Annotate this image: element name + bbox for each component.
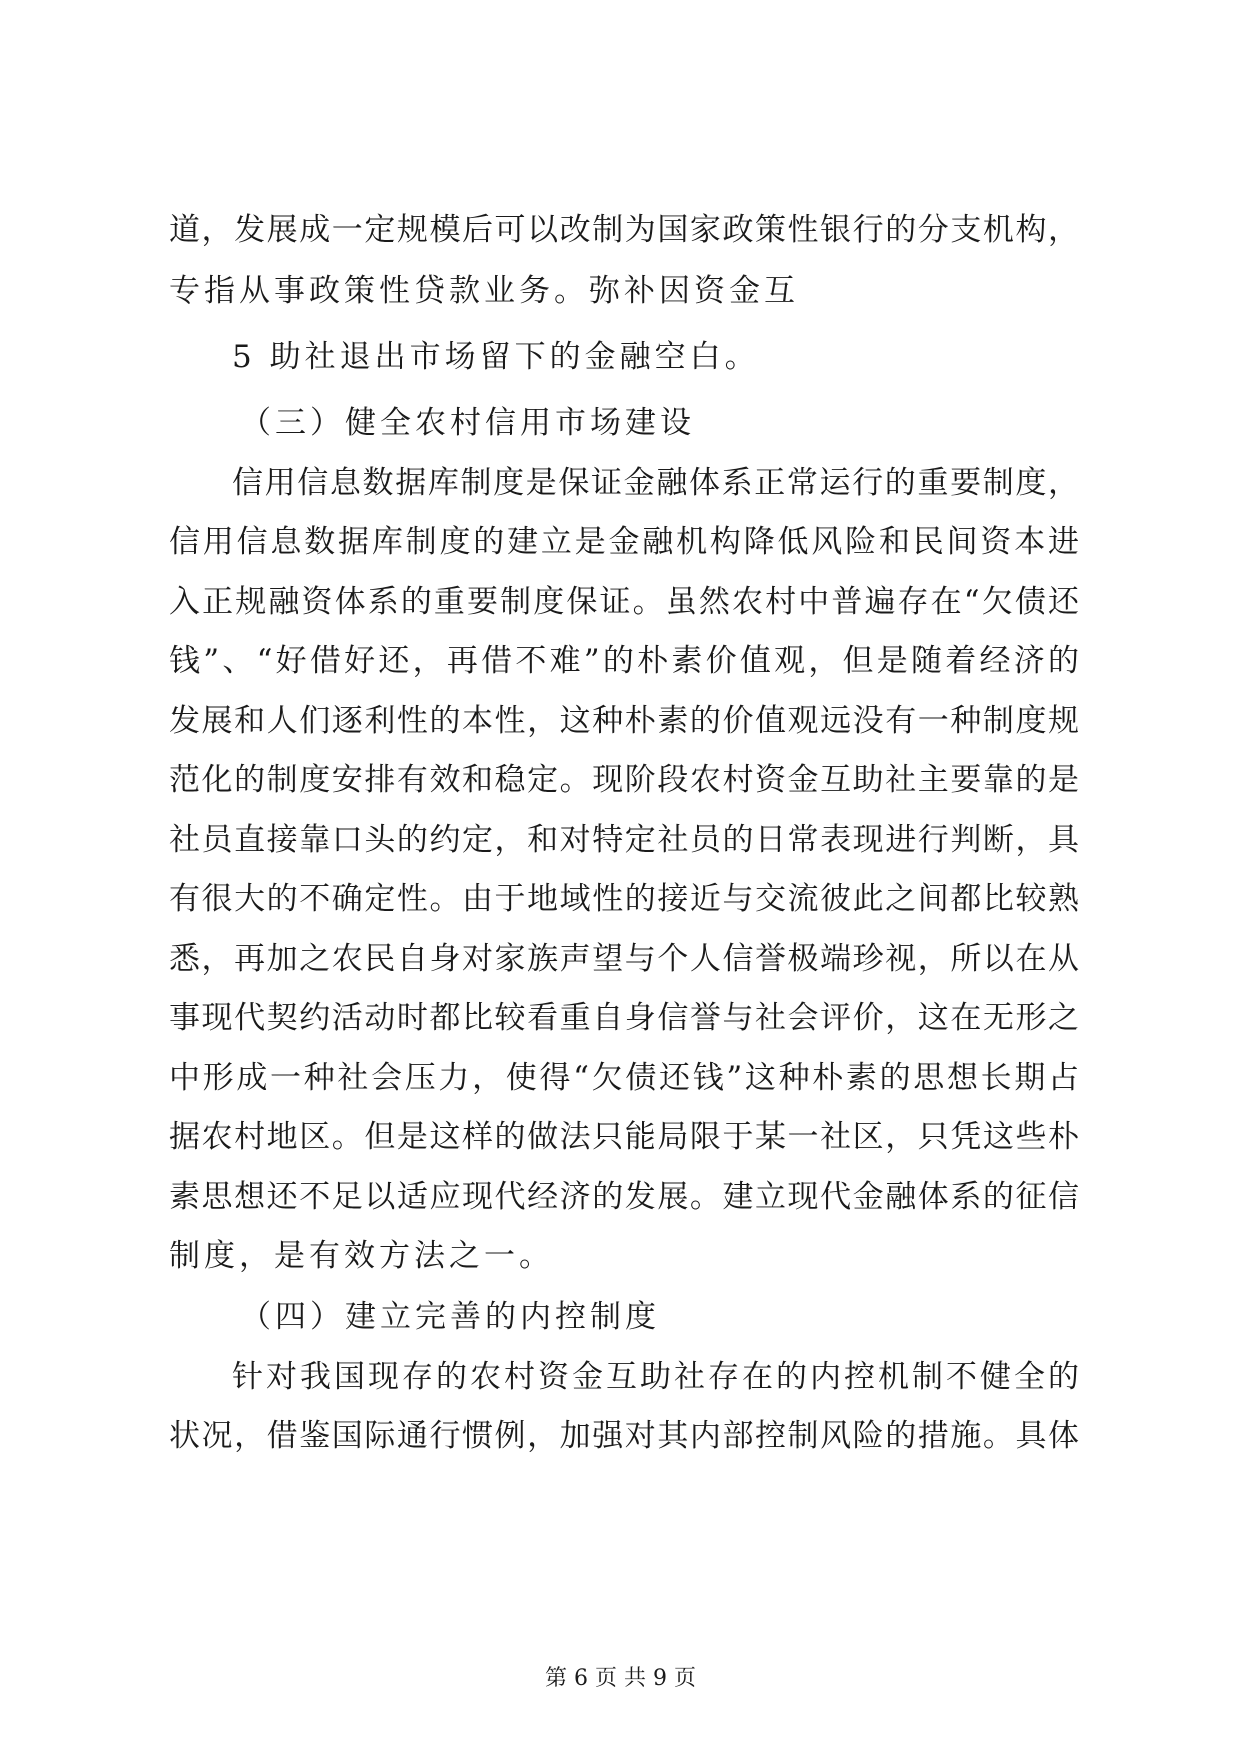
body-line: 专指从事政策性贷款业务。弥补因资金互 [169,273,799,309]
body-line: 发展和人们逐利性的本性，这种朴素的价值观远没有一种制度规 [169,703,1079,739]
body-line: 悉，再加之农民自身对家族声望与个人信誉极端珍视，所以在从 [169,941,1079,977]
body-line: 据农村地区。但是这样的做法只能局限于某一社区，只凭这些朴 [169,1119,1079,1155]
body-line: 5 助社退出市场留下的金融空白。 [232,339,760,375]
body-line: 中形成一种社会压力，使得“欠债还钱”这种朴素的思想长期占 [169,1060,1079,1096]
body-line: 状况，借鉴国际通行惯例，加强对其内部控制风险的措施。具体 [169,1418,1079,1454]
body-line: 入正规融资体系的重要制度保证。虽然农村中普遍存在“欠债还 [169,584,1079,620]
section-heading: （三）健全农村信用市场建设 [240,405,695,441]
body-line: 针对我国现存的农村资金互助社存在的内控机制不健全的 [232,1359,1079,1395]
body-line: 范化的制度安排有效和稳定。现阶段农村资金互助社主要靠的是 [169,762,1079,798]
body-line: 钱”、“好借好还，再借不难”的朴素价值观，但是随着经济的 [169,643,1079,679]
body-line: 信用信息数据库制度是保证金融体系正常运行的重要制度， [232,465,1079,501]
section-heading: （四）建立完善的内控制度 [240,1299,660,1335]
body-line: 素思想还不足以适应现代经济的发展。建立现代金融体系的征信 [169,1179,1079,1215]
body-line: 社员直接靠口头的约定，和对特定社员的日常表现进行判断，具 [169,822,1079,858]
body-line: 信用信息数据库制度的建立是金融机构降低风险和民间资本进 [169,524,1079,560]
body-line: 有很大的不确定性。由于地域性的接近与交流彼此之间都比较熟 [169,881,1079,917]
body-line: 制度，是有效方法之一。 [169,1238,554,1274]
body-line: 事现代契约活动时都比较看重自身信誉与社会评价，这在无形之 [169,1000,1079,1036]
body-line: 道，发展成一定规模后可以改制为国家政策性银行的分支机构， [169,212,1079,248]
page-number: 第 6 页 共 9 页 [545,1666,696,1691]
